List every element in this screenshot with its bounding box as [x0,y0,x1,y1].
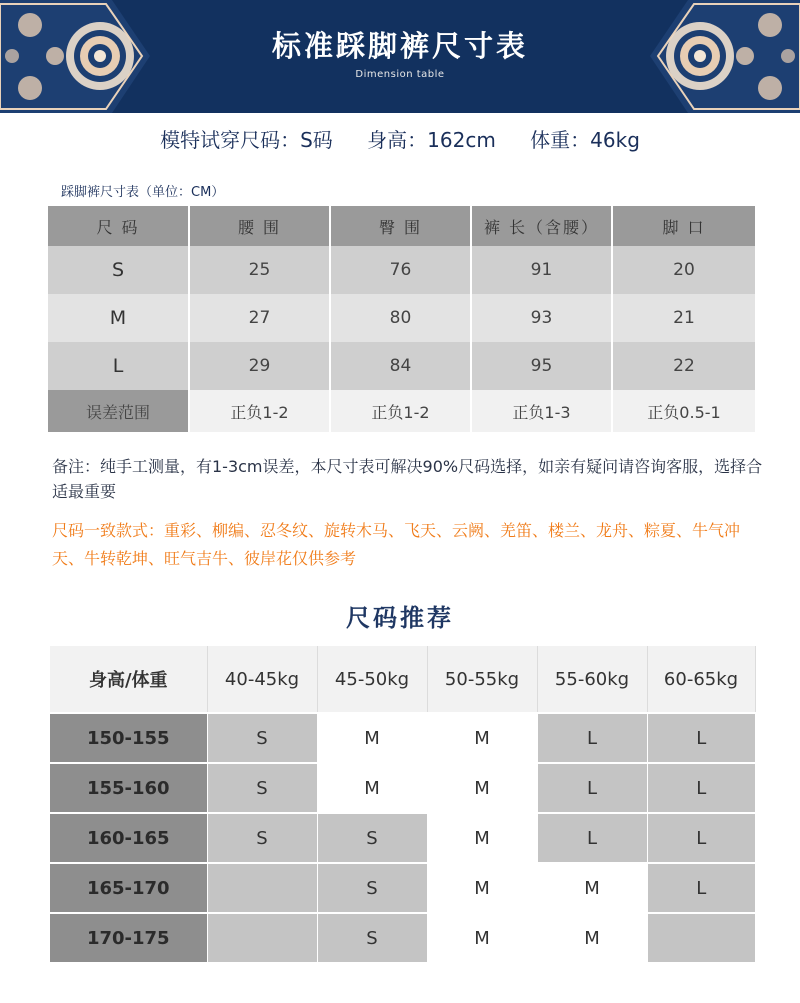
recommendation-cell: S [207,763,317,813]
header-cell: 裤 长（含腰） [471,206,612,246]
measurement-note: 备注：纯手工测量，有1-3cm误差，本尺寸表可解决90%尺码选择，如亲有疑问请咨询客服，选择合适最重要 [52,457,763,501]
size-table [48,206,755,432]
model-size: 模特试穿尺码：S码 [160,128,333,152]
recommendation-cell: L [537,813,647,863]
table-cell: 正负1-2 [330,390,471,432]
height-label: 155-160 [50,763,207,813]
error-range-label: 误差范围 [48,390,189,432]
recommendation-cell: M [427,913,537,963]
recommendation-cell [207,863,317,913]
same-size-styles-note: 尺码一致款式：重彩、柳编、忍冬纹、旋转木马、飞天、云阙、羌笛、楼兰、龙舟、粽夏、牛气冲天、牛转乾坤、旺气吉牛、彼岸花仅供参考 [52,521,741,568]
model-height: 身高：162cm [367,128,496,152]
recommendation-header [50,646,755,713]
weight-header-cell: 40-45kg [207,646,317,713]
recommendation-cell: M [317,763,427,813]
recommendation-cell: L [647,813,755,863]
recommendation-cell: M [427,713,537,763]
page-title: 标准踩脚裤尺寸表 [271,29,528,63]
recommendation-cell: L [647,863,755,913]
recommendation-cell: S [317,913,427,963]
recommendation-cell [647,913,755,963]
recommendation-cell: L [537,763,647,813]
table-cell: 76 [330,246,471,294]
error-range-row [48,390,755,432]
recommendation-cell: S [317,813,427,863]
recommendation-cell: S [317,863,427,913]
table-row [50,913,755,963]
table-cell: 20 [612,246,755,294]
size-cell: S [48,246,189,294]
recommendation-cell: M [427,763,537,813]
weight-header-cell: 45-50kg [317,646,427,713]
recommendation-cell: S [207,813,317,863]
recommendation-cell: L [647,763,755,813]
recommendation-cell: M [317,713,427,763]
size-cell: L [48,342,189,390]
table-cell: 27 [189,294,330,342]
table-cell: 29 [189,342,330,390]
table-row [50,863,755,913]
table-row [48,294,755,342]
recommendation-cell: L [537,713,647,763]
corner-cell: 身高/体重 [50,646,207,713]
recommendation-cell: M [537,863,647,913]
size-cell: M [48,294,189,342]
table-cell: 95 [471,342,612,390]
header-cell: 尺 码 [48,206,189,246]
header-cell: 臀 围 [330,206,471,246]
height-label: 165-170 [50,863,207,913]
table-cell: 21 [612,294,755,342]
size-table-header [48,206,755,246]
recommendation-cell: L [647,713,755,763]
recommendation-cell: M [427,863,537,913]
header-banner [0,0,800,113]
model-weight: 体重：46kg [530,128,640,152]
size-recommendation-table [50,646,756,964]
weight-header-cell: 55-60kg [537,646,647,713]
recommendation-cell: M [427,813,537,863]
table-cell: 正负1-3 [471,390,612,432]
weight-header-cell: 60-65kg [647,646,755,713]
table-row [50,763,755,813]
table-cell: 80 [330,294,471,342]
table-row [48,246,755,294]
page-subtitle: Dimension table [355,69,445,80]
height-label: 160-165 [50,813,207,863]
table-cell: 91 [471,246,612,294]
height-label: 170-175 [50,913,207,963]
height-label: 150-155 [50,713,207,763]
weight-header-cell: 50-55kg [427,646,537,713]
table-cell: 22 [612,342,755,390]
table-cell: 93 [471,294,612,342]
table-cell: 正负0.5-1 [612,390,755,432]
table-cell: 25 [189,246,330,294]
size-table-caption: 踩脚裤尺寸表（单位：CM） [61,185,225,200]
recommendation-cell: M [537,913,647,963]
header-cell: 腰 围 [189,206,330,246]
model-info [0,124,800,153]
header-cell: 脚 口 [612,206,755,246]
recommendation-cell [207,913,317,963]
table-row [50,813,755,863]
table-cell: 正负1-2 [189,390,330,432]
table-cell: 84 [330,342,471,390]
recommendation-cell: S [207,713,317,763]
recommendation-title: 尺码推荐 [346,604,454,632]
table-row [50,713,755,763]
table-row [48,342,755,390]
